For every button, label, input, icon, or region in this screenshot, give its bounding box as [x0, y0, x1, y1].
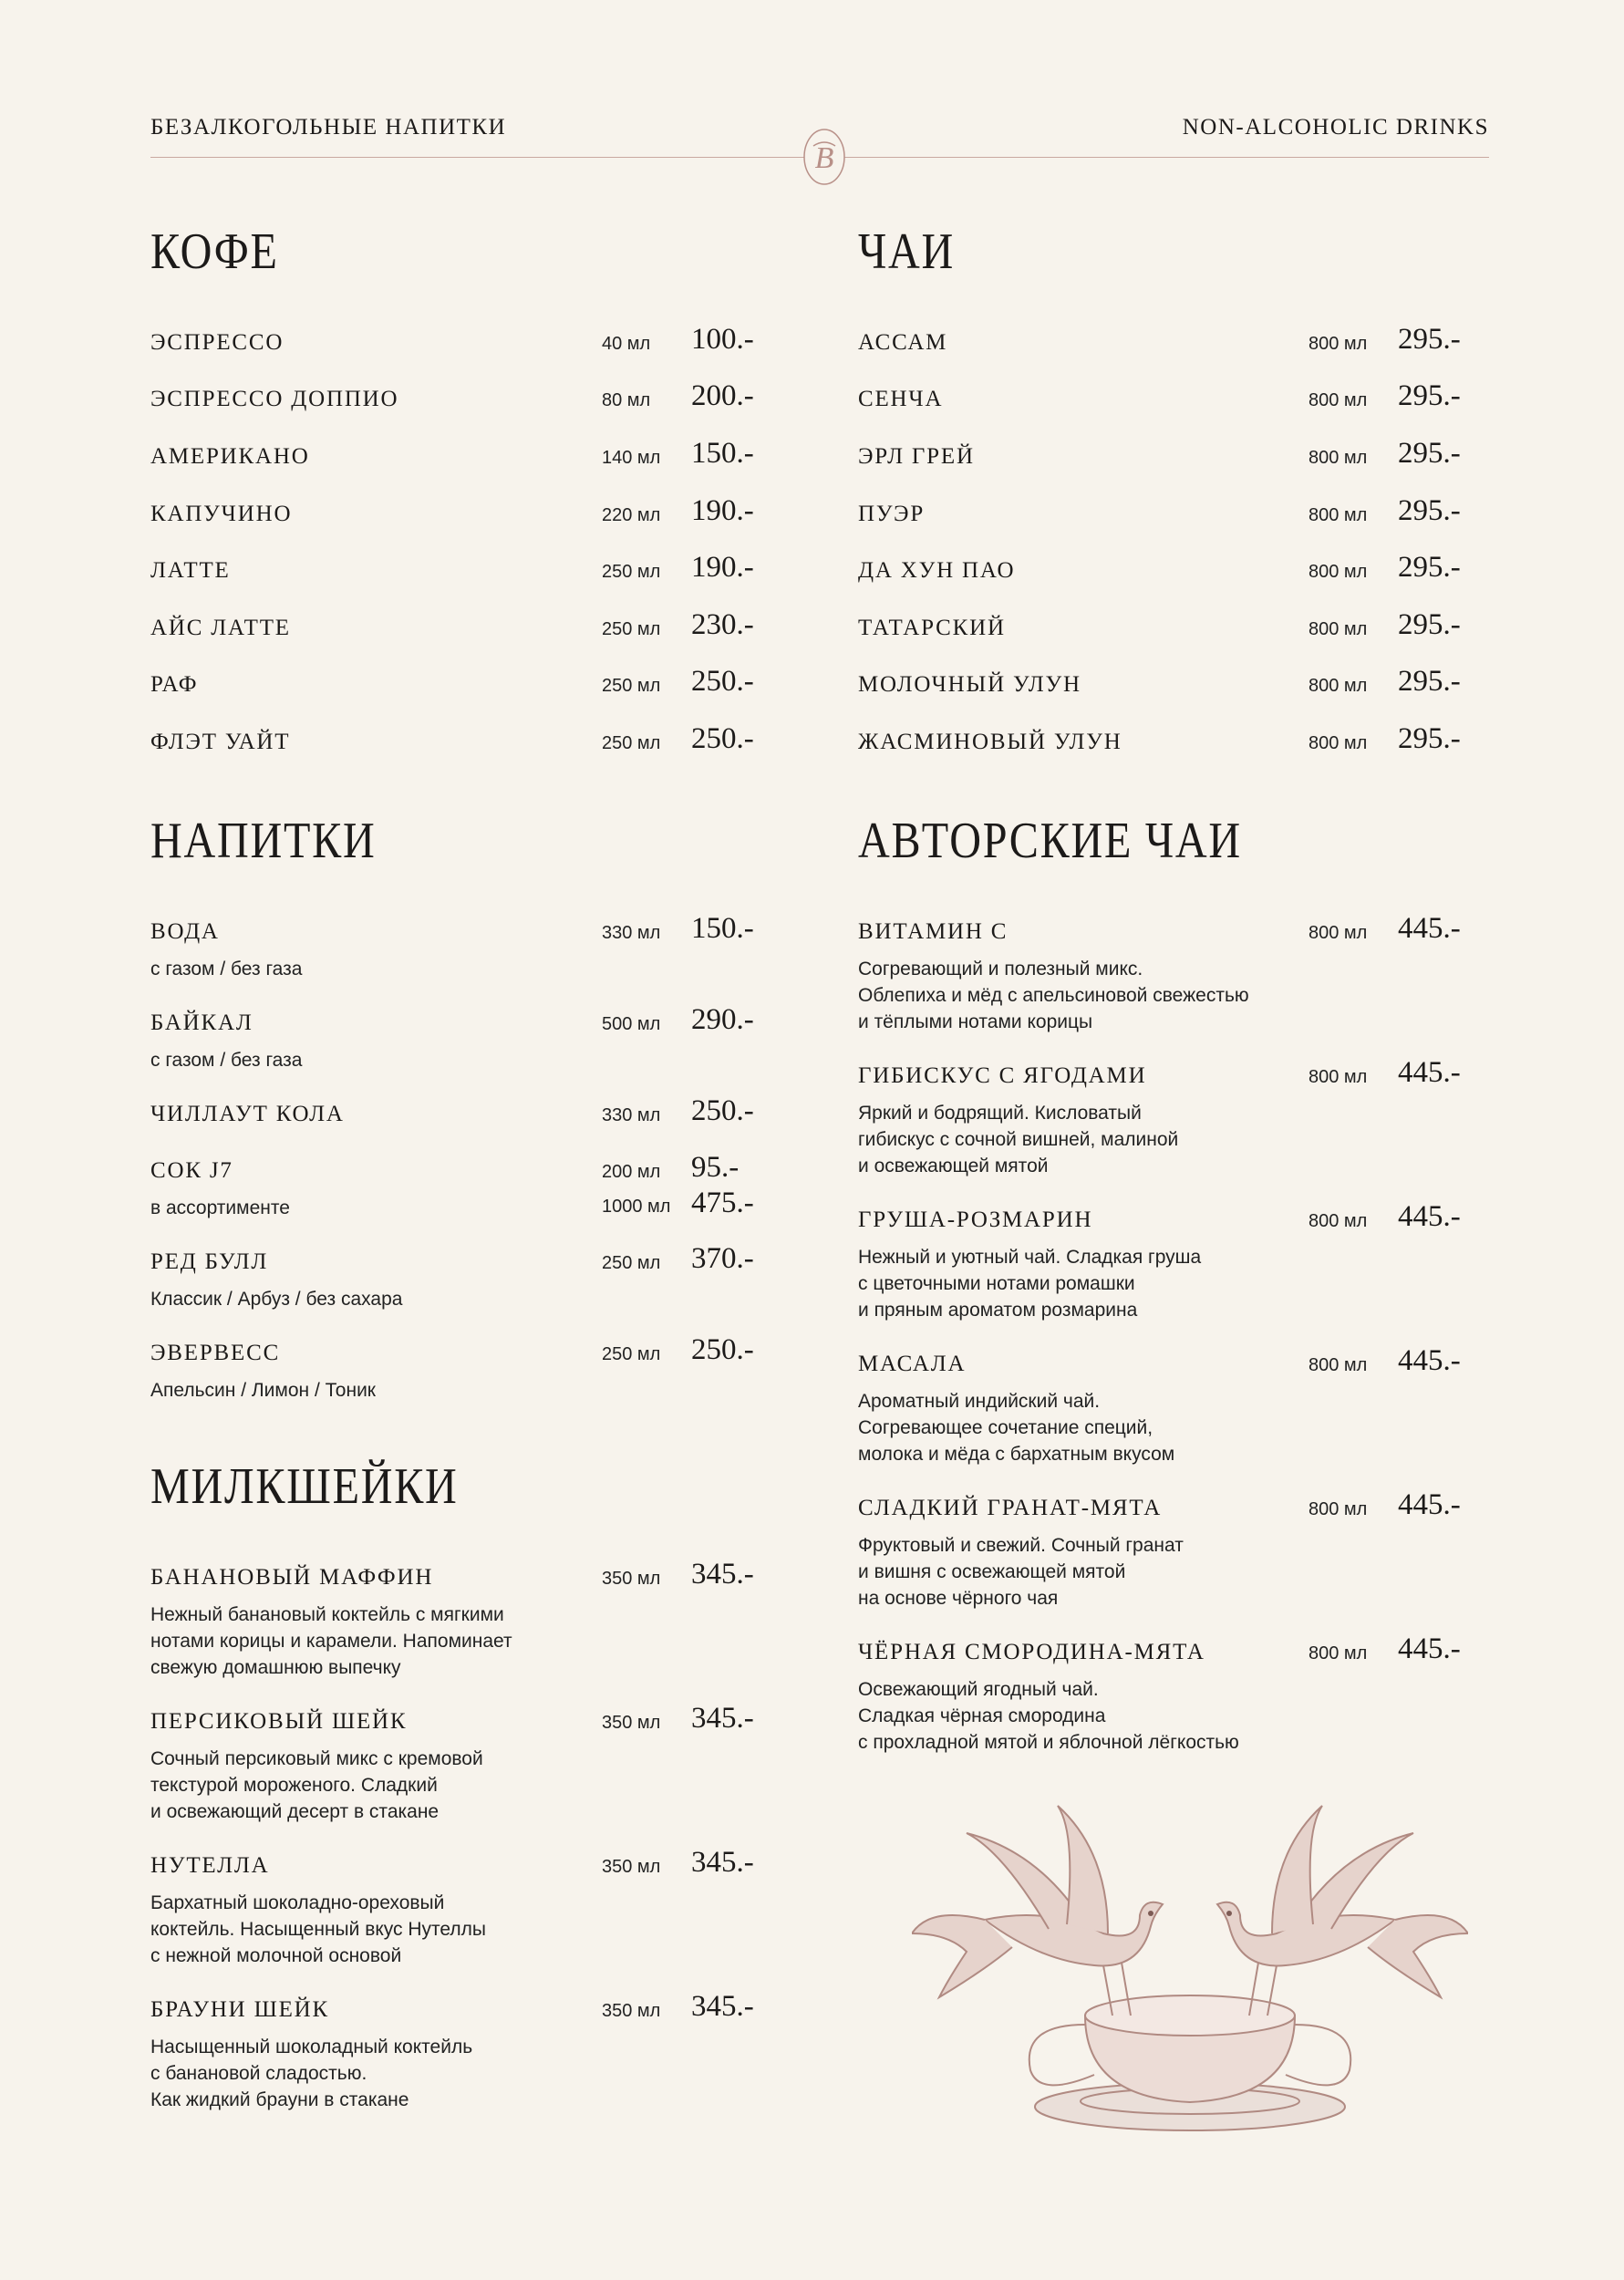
item-name: АЙС ЛАТТЕ: [150, 616, 291, 640]
item-volume: 800 мл: [1309, 733, 1368, 753]
desc-line: с банановой сладостью.: [150, 2063, 367, 2084]
desc-line: Нежный и уютный чай. Сладкая груша: [858, 1247, 1202, 1268]
item-name: АССАМ: [858, 330, 948, 355]
item-description: [858, 956, 1314, 1035]
desc-line: Согревающее сочетание специй,: [858, 1417, 1153, 1438]
item-name: ЭВЕРВЕСС: [150, 1341, 281, 1365]
item-price: 250.-: [691, 665, 754, 698]
section-title-coffee: КОФЕ: [150, 223, 279, 280]
left-column: [150, 0, 771, 2280]
item-description: с газом / без газа: [150, 959, 303, 979]
desc-line: свежую домашнюю выпечку: [150, 1657, 401, 1678]
item-price: 150.-: [691, 912, 754, 945]
item-name: НУТЕЛЛА: [150, 1853, 270, 1878]
item-description: [150, 1601, 606, 1681]
desc-line: и пряным ароматом розмарина: [858, 1300, 1138, 1321]
item-price: 250.-: [691, 1333, 754, 1366]
item-volume: 350 мл: [602, 1713, 661, 1733]
item-price-large: 475.-: [691, 1187, 754, 1219]
item-description: [858, 1532, 1314, 1612]
item-price: 345.-: [691, 1990, 754, 2023]
item-name: ЧЁРНАЯ СМОРОДИНА-МЯТА: [858, 1640, 1205, 1664]
item-price: 445.-: [1398, 1200, 1461, 1233]
item-volume: 220 мл: [602, 505, 661, 525]
birds-teacup-illustration: [912, 1797, 1468, 2143]
item-price: 345.-: [691, 1558, 754, 1591]
item-volume: 350 мл: [602, 1569, 661, 1589]
item-price: 295.-: [1398, 494, 1461, 527]
desc-line: нотами корицы и карамели. Напоминает: [150, 1631, 512, 1652]
item-name: АМЕРИКАНО: [150, 444, 310, 469]
item-price: 190.-: [691, 551, 754, 584]
header-title-en: NON-ALCOHOLIC DRINKS: [1182, 115, 1489, 140]
desc-line: Фруктовый и свежий. Сочный гранат: [858, 1535, 1184, 1556]
item-price: 445.-: [1398, 912, 1461, 945]
item-price: 295.-: [1398, 437, 1461, 470]
svg-text:B: B: [814, 141, 834, 175]
item-name: ФЛЭТ УАЙТ: [150, 730, 291, 754]
item-price: 445.-: [1398, 1344, 1461, 1377]
item-description: [150, 1746, 606, 1825]
item-volume: 350 мл: [602, 1857, 661, 1877]
item-name: ЧИЛЛАУТ КОЛА: [150, 1102, 345, 1126]
desc-line: гибискус с сочной вишней, малиной: [858, 1129, 1179, 1150]
item-volume: 800 мл: [1309, 1643, 1368, 1663]
item-volume: 250 мл: [602, 733, 661, 753]
item-price: 445.-: [1398, 1488, 1461, 1521]
item-name: ЛАТТЕ: [150, 558, 231, 583]
item-name: БАЙКАЛ: [150, 1010, 253, 1035]
item-name: ВИТАМИН С: [858, 919, 1009, 944]
item-price: 250.-: [691, 1094, 754, 1127]
desc-line: молока и мёда с бархатным вкусом: [858, 1444, 1175, 1465]
item-volume: 350 мл: [602, 2001, 661, 2021]
desc-line: Согревающий и полезный микс.: [858, 959, 1143, 979]
item-price: 370.-: [691, 1242, 754, 1275]
item-price: 295.-: [1398, 608, 1461, 641]
desc-line: Насыщенный шоколадный коктейль: [150, 2036, 473, 2057]
item-description: [150, 2034, 606, 2113]
item-name: РЕД БУЛЛ: [150, 1249, 269, 1274]
item-description: [858, 1676, 1314, 1756]
desc-line: и вишня с освежающей мятой: [858, 1561, 1126, 1582]
item-volume: 250 мл: [602, 1253, 661, 1273]
item-name: БРАУНИ ШЕЙК: [150, 1997, 329, 2022]
desc-line: Освежающий ягодный чай.: [858, 1679, 1099, 1700]
desc-line: на основе чёрного чая: [858, 1588, 1059, 1609]
header-title-ru: БЕЗАЛКОГОЛЬНЫЕ НАПИТКИ: [150, 115, 507, 140]
desc-line: и тёплыми нотами корицы: [858, 1011, 1093, 1032]
item-volume: 500 мл: [602, 1014, 661, 1034]
item-name: РАФ: [150, 672, 199, 697]
item-name: ДА ХУН ПАО: [858, 558, 1016, 583]
item-volume: 800 мл: [1309, 505, 1368, 525]
section-title-milkshakes: МИЛКШЕЙКИ: [150, 1458, 459, 1515]
item-price: 295.-: [1398, 379, 1461, 412]
item-volume: 800 мл: [1309, 390, 1368, 410]
item-price: 190.-: [691, 494, 754, 527]
desc-line: с нежной молочной основой: [150, 1945, 402, 1966]
item-description: [150, 1890, 606, 1969]
desc-line: Сочный персиковый микс с кремовой: [150, 1748, 483, 1769]
item-name: ЖАСМИНОВЫЙ УЛУН: [858, 730, 1122, 754]
desc-line: с прохладной мятой и яблочной лёгкостью: [858, 1732, 1239, 1753]
item-price: 345.-: [691, 1702, 754, 1735]
item-price: 95.-: [691, 1151, 740, 1184]
item-price: 295.-: [1398, 665, 1461, 698]
desc-line: Облепиха и мёд с апельсиновой свежестью: [858, 985, 1249, 1006]
item-volume: 40 мл: [602, 334, 651, 354]
item-price: 250.-: [691, 722, 754, 755]
desc-line: Ароматный индийский чай.: [858, 1391, 1101, 1412]
desc-line: коктейль. Насыщенный вкус Нутеллы: [150, 1919, 487, 1940]
desc-line: Бархатный шоколадно-ореховый: [150, 1892, 445, 1913]
item-volume: 800 мл: [1309, 448, 1368, 468]
item-volume: 250 мл: [602, 676, 661, 696]
item-price: 295.-: [1398, 551, 1461, 584]
item-price: 100.-: [691, 323, 754, 356]
item-name: ЭСПРЕССО ДОППИО: [150, 387, 399, 411]
item-price: 445.-: [1398, 1056, 1461, 1089]
section-title-tea: ЧАИ: [858, 223, 956, 280]
item-volume: 800 мл: [1309, 676, 1368, 696]
item-name: КАПУЧИНО: [150, 502, 293, 526]
item-volume: 800 мл: [1309, 1355, 1368, 1375]
item-volume: 80 мл: [602, 390, 651, 410]
item-price: 295.-: [1398, 722, 1461, 755]
item-volume: 200 мл: [602, 1162, 661, 1182]
desc-line: с цветочными нотами ромашки: [858, 1273, 1135, 1294]
item-volume: 250 мл: [602, 1344, 661, 1364]
item-description: с газом / без газа: [150, 1050, 303, 1071]
item-price: 200.-: [691, 379, 754, 412]
item-description: Классик / Арбуз / без сахара: [150, 1289, 403, 1310]
item-volume: 250 мл: [602, 619, 661, 639]
section-title-signature-tea: АВТОРСКИЕ ЧАИ: [858, 813, 1242, 869]
item-description: Апельсин / Лимон / Тоник: [150, 1380, 376, 1401]
item-name: ПЕРСИКОВЫЙ ШЕЙК: [150, 1709, 408, 1734]
item-name: МОЛОЧНЫЙ УЛУН: [858, 672, 1081, 697]
item-price: 295.-: [1398, 323, 1461, 356]
item-name: СЕНЧА: [858, 387, 944, 411]
desc-line: Яркий и бодрящий. Кисловатый: [858, 1103, 1142, 1124]
item-name: ПУЭР: [858, 502, 926, 526]
item-price: 230.-: [691, 608, 754, 641]
item-volume: 800 мл: [1309, 1067, 1368, 1087]
desc-line: и освежающий десерт в стакане: [150, 1801, 440, 1822]
item-name: СЛАДКИЙ ГРАНАТ-МЯТА: [858, 1496, 1163, 1520]
item-description: в ассортименте: [150, 1197, 290, 1218]
item-name: ТАТАРСКИЙ: [858, 616, 1006, 640]
desc-line: текстурой мороженого. Сладкий: [150, 1775, 438, 1796]
item-name: ЭСПРЕССО: [150, 330, 284, 355]
item-volume: 800 мл: [1309, 923, 1368, 943]
item-price: 345.-: [691, 1846, 754, 1879]
item-volume: 800 мл: [1309, 1211, 1368, 1231]
item-volume-large: 1000 мл: [602, 1197, 671, 1217]
item-name: БАНАНОВЫЙ МАФФИН: [150, 1565, 434, 1590]
item-name: ЭРЛ ГРЕЙ: [858, 444, 975, 469]
item-volume: 800 мл: [1309, 1499, 1368, 1519]
desc-line: Сладкая чёрная смородина: [858, 1705, 1106, 1726]
item-name: ГИБИСКУС С ЯГОДАМИ: [858, 1063, 1147, 1088]
item-volume: 250 мл: [602, 562, 661, 582]
item-volume: 800 мл: [1309, 334, 1368, 354]
monogram-logo-icon: [791, 124, 857, 190]
item-volume: 800 мл: [1309, 562, 1368, 582]
item-price: 290.-: [691, 1003, 754, 1036]
item-volume: 330 мл: [602, 1105, 661, 1125]
item-description: [858, 1244, 1314, 1323]
item-name: ВОДА: [150, 919, 220, 944]
item-description: [858, 1100, 1314, 1179]
section-title-drinks: НАПИТКИ: [150, 813, 377, 869]
item-price: 150.-: [691, 437, 754, 470]
item-description: [858, 1388, 1314, 1467]
item-name: СОК J7: [150, 1158, 233, 1183]
item-volume: 800 мл: [1309, 619, 1368, 639]
item-price: 445.-: [1398, 1632, 1461, 1665]
desc-line: Как жидкий брауни в стакане: [150, 2089, 409, 2110]
item-volume: 140 мл: [602, 448, 661, 468]
item-name: МАСАЛА: [858, 1352, 967, 1376]
item-volume: 330 мл: [602, 923, 661, 943]
item-name: ГРУША-РОЗМАРИН: [858, 1207, 1093, 1232]
desc-line: и освежающей мятой: [858, 1156, 1049, 1176]
desc-line: Нежный банановый коктейль с мягкими: [150, 1604, 504, 1625]
